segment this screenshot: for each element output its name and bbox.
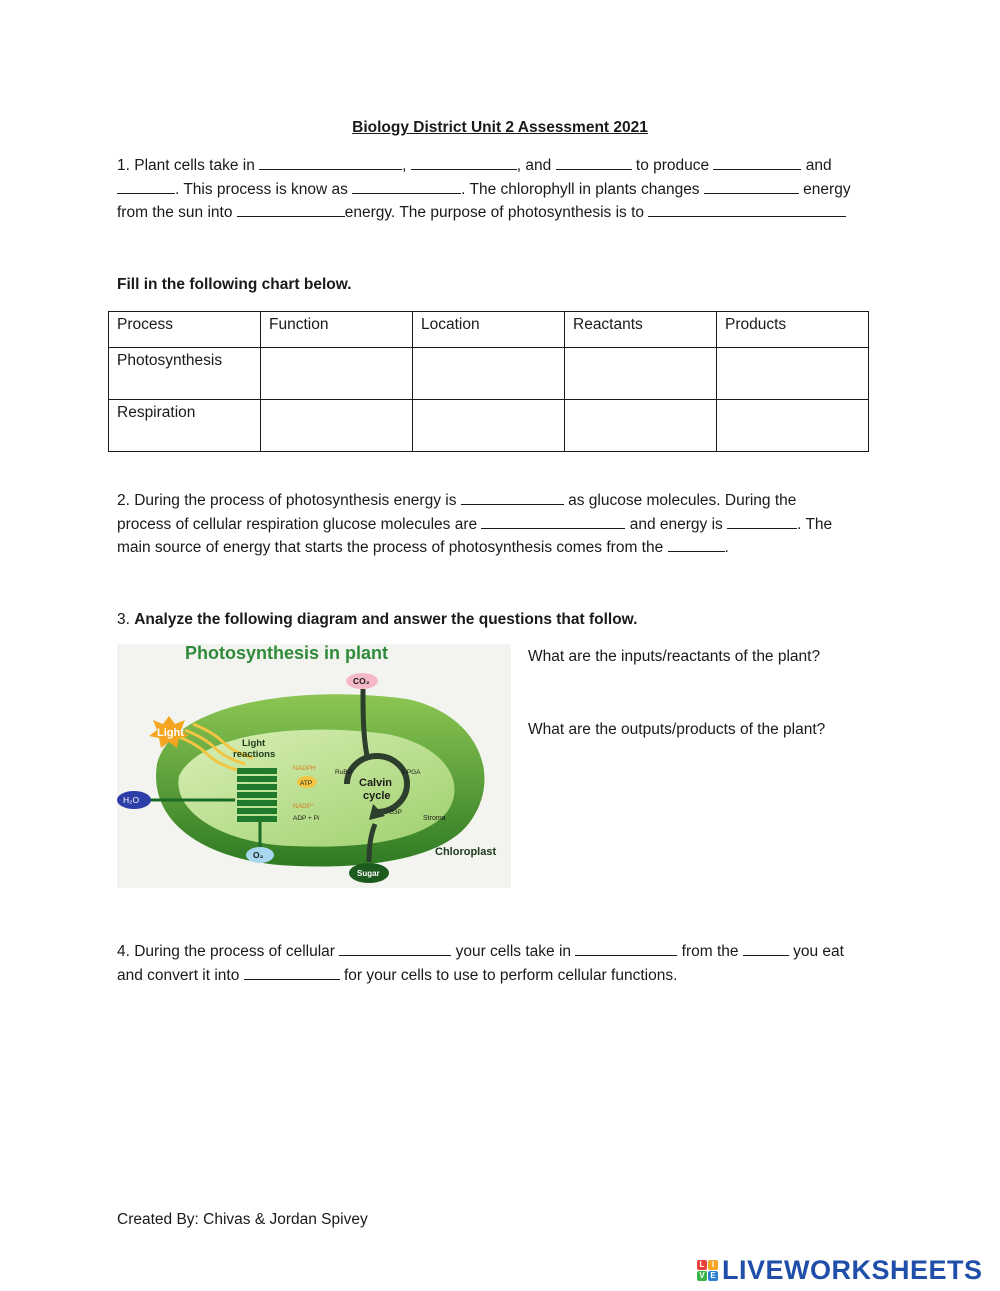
svg-text:cycle: cycle	[363, 790, 391, 802]
process-chart	[108, 311, 869, 452]
question-4: 4. During the process of cellular your cells take in from the you eat and convert it into for your cells to use to perform cellular functions.	[117, 943, 844, 984]
logo-text: LIVEWORKSHEETS	[722, 1254, 983, 1285]
q1-blank-9[interactable]	[648, 202, 846, 217]
svg-text:G3P: G3P	[389, 809, 403, 816]
svg-text:Light: Light	[157, 727, 184, 739]
question-2: 2. During the process of photosynthesis energy is as glucose molecules. During the process of cellular respiration glucose molecules are and energy is . The main source of energy that starts the process of photosynthesis comes from the .	[117, 492, 833, 556]
chart-header-cell: Location	[413, 312, 565, 348]
chart-header-cell: Products	[717, 312, 869, 348]
logo-tiles-icon: L I V E	[697, 1260, 718, 1281]
page-title: Biology District Unit 2 Assessment 2021	[352, 119, 648, 136]
inputs-question: What are the inputs/reactants of the plant?	[528, 648, 821, 665]
q1-blank-1[interactable]	[259, 155, 402, 170]
svg-text:3-PGA: 3-PGA	[401, 769, 421, 776]
liveworksheets-logo	[697, 1255, 983, 1285]
respiration-products-cell[interactable]	[717, 400, 869, 452]
svg-text:Chloroplast: Chloroplast	[435, 846, 497, 858]
q2-blank-2[interactable]	[481, 514, 625, 529]
photosynthesis-reactants-cell[interactable]	[565, 348, 717, 400]
svg-text:CO₂: CO₂	[353, 676, 370, 686]
q2-blank-4[interactable]	[668, 537, 725, 552]
photosynthesis-diagram	[117, 644, 511, 888]
svg-text:O₂: O₂	[253, 850, 264, 860]
stroma-region	[178, 730, 454, 847]
photosynthesis-location-cell[interactable]	[413, 348, 565, 400]
svg-text:reactions: reactions	[233, 749, 276, 760]
chart-header-cell: Function	[261, 312, 413, 348]
q4-blank-1[interactable]	[339, 941, 451, 956]
svg-text:Sugar: Sugar	[357, 869, 380, 878]
svg-text:Light: Light	[242, 738, 266, 749]
chart-row-respiration	[109, 400, 869, 452]
chart-heading: Fill in the following chart below.	[117, 276, 352, 293]
photosynthesis-function-cell[interactable]	[261, 348, 413, 400]
chloroplast-illustration	[117, 644, 511, 888]
question-1: 1. Plant cells take in , , and to produce and . This process is know as . The chlorophyll in plants changes energy from the sun into energy. The purpose of photosynthesis is to	[117, 157, 851, 221]
q4-blank-2[interactable]	[575, 941, 677, 956]
respiration-function-cell[interactable]	[261, 400, 413, 452]
photosynthesis-products-cell[interactable]	[717, 348, 869, 400]
respiration-reactants-cell[interactable]	[565, 400, 717, 452]
chart-row-photosynthesis	[109, 348, 869, 400]
outputs-question: What are the outputs/products of the plant?	[528, 721, 826, 738]
q1-blank-5[interactable]	[117, 179, 175, 194]
chart-header-row	[109, 312, 869, 348]
q4-blank-4[interactable]	[244, 965, 340, 980]
footer-credit: Created By: Chivas & Jordan Spivey	[117, 1211, 368, 1228]
diagram-title: Photosynthesis in plant	[185, 644, 389, 663]
q2-blank-1[interactable]	[461, 490, 564, 505]
chart-header-cell: Process	[109, 312, 261, 348]
svg-text:RuBP: RuBP	[335, 769, 352, 776]
svg-text:NADP⁺: NADP⁺	[293, 803, 315, 810]
thylakoid-stack	[237, 768, 277, 822]
chart-row-label: Respiration	[109, 400, 261, 452]
svg-text:NADPH: NADPH	[293, 765, 316, 772]
q1-blank-2[interactable]	[411, 155, 517, 170]
respiration-location-cell[interactable]	[413, 400, 565, 452]
svg-text:ADP + Pi: ADP + Pi	[293, 815, 320, 822]
q2-blank-3[interactable]	[727, 514, 797, 529]
svg-text:ATP: ATP	[300, 780, 313, 787]
q1-blank-3[interactable]	[556, 155, 632, 170]
q1-blank-4[interactable]	[713, 155, 801, 170]
q1-blank-8[interactable]	[237, 202, 345, 217]
q1-blank-7[interactable]	[704, 179, 799, 194]
chart-row-label: Photosynthesis	[109, 348, 261, 400]
chart-header-cell: Reactants	[565, 312, 717, 348]
svg-text:Stroma: Stroma	[423, 815, 446, 822]
svg-text:H₂O: H₂O	[123, 795, 140, 805]
svg-text:Calvin: Calvin	[359, 777, 393, 789]
q4-blank-3[interactable]	[743, 941, 789, 956]
question-3-instruction: 3. Analyze the following diagram and answer the questions that follow.	[117, 611, 638, 628]
q1-blank-6[interactable]	[352, 179, 461, 194]
